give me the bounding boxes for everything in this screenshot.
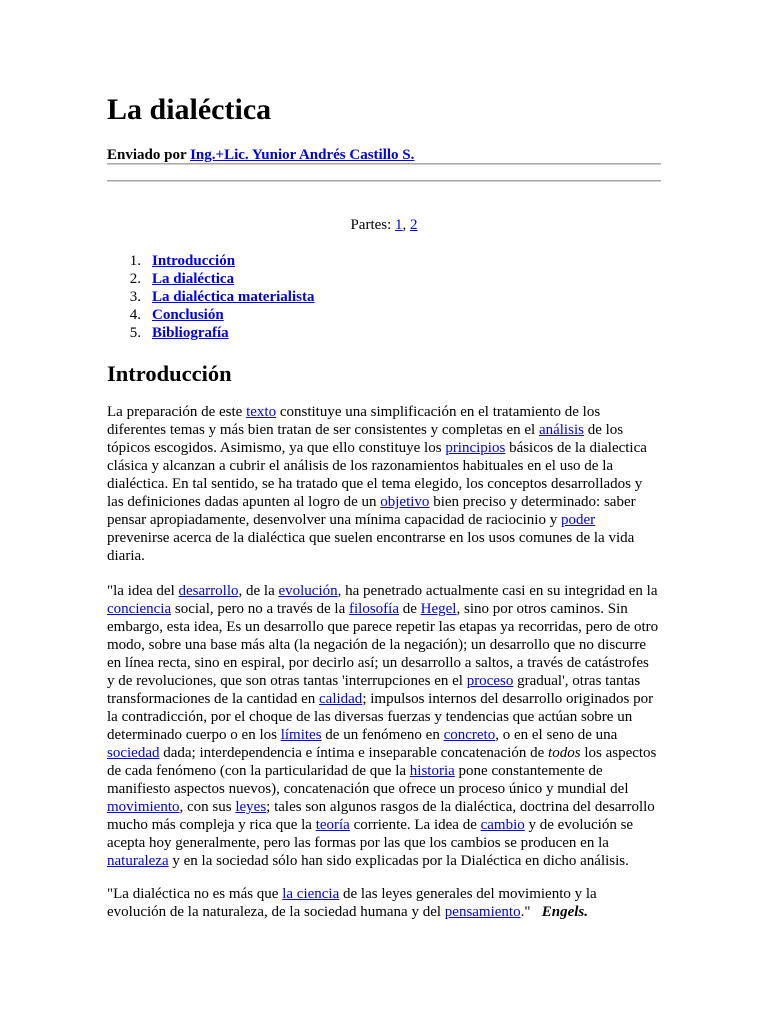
- link-historia[interactable]: historia: [409, 763, 455, 779]
- text-line: [107, 600, 658, 618]
- section-heading: Introducción: [107, 361, 232, 386]
- text-line: [107, 654, 658, 672]
- link-conciencia[interactable]: conciencia: [107, 601, 172, 617]
- text-run: bien preciso y determinado: saber: [429, 494, 636, 510]
- text-run: diaria.: [107, 548, 145, 564]
- text-run: evolución de la naturaleza, de la sociedad humana y del: [107, 904, 445, 920]
- link-sociedad[interactable]: sociedad: [107, 745, 160, 761]
- author-link[interactable]: Ing.+Lic. Yunior Andrés Castillo S.: [190, 147, 415, 163]
- text-run: "la idea del: [107, 583, 179, 599]
- link-proceso[interactable]: proceso: [466, 673, 514, 689]
- link-calidad[interactable]: calidad: [319, 691, 363, 707]
- text-line: [107, 780, 658, 798]
- link-pensamiento[interactable]: pensamiento: [444, 904, 521, 920]
- text-run: pensar apropiadamente, desenvolver una mínima capacidad de raciocinio y: [107, 512, 561, 528]
- text-run: mucho más compleja y rica que la: [107, 817, 316, 833]
- link-concreto[interactable]: concreto: [443, 727, 496, 743]
- text-run: determinado cuerpo o en los: [107, 727, 281, 743]
- text-run: de los: [583, 422, 624, 438]
- text-line: [107, 852, 658, 870]
- text-run: y en la sociedad sólo han sido explicadas por la Dialéctica en dicho análisis.: [168, 853, 629, 869]
- link-limites[interactable]: límites: [280, 727, 322, 743]
- text-run: modo, sobre una base más alta (la negación de la negación); un desarrollo que no discurre: [107, 637, 646, 653]
- text-line: [107, 708, 658, 726]
- text-run: y de revoluciones, que son otras tantas 'interrupciones en el: [107, 673, 467, 689]
- text-run: ; impulsos internos del desarrollo originados por: [362, 691, 654, 707]
- emphasis: todos: [548, 745, 581, 761]
- parts-label: Partes:: [350, 217, 392, 233]
- link-texto[interactable]: texto: [246, 404, 277, 420]
- text-run: La preparación de este: [107, 404, 247, 420]
- text-run: de: [398, 601, 421, 617]
- text-line: [107, 885, 597, 903]
- toc-item: [107, 252, 314, 270]
- text-run: , con sus: [179, 799, 236, 815]
- byline: [107, 146, 414, 164]
- text-run: social, pero no a través de la: [171, 601, 349, 617]
- text-line: [107, 744, 658, 762]
- text-line: [107, 421, 647, 439]
- text-run: , ha penetrado actualmente casi en su integridad en la: [337, 583, 658, 599]
- text-line: [107, 529, 647, 547]
- link-la-ciencia[interactable]: la ciencia: [282, 886, 340, 902]
- text-run: y de evolución se: [524, 817, 634, 833]
- text-run: los aspectos: [580, 745, 657, 761]
- text-run: de un fenómeno en: [321, 727, 444, 743]
- text-run: de cada fenómeno (con la particularidad de que la: [107, 763, 410, 779]
- text-line: [107, 403, 647, 421]
- text-line: [107, 457, 647, 475]
- link-teoria[interactable]: teoría: [315, 817, 350, 833]
- link-evolucion[interactable]: evolución: [278, 583, 338, 599]
- text-run: "La dialéctica no es más que: [107, 886, 283, 902]
- parts-nav: [0, 216, 768, 234]
- text-run: manifiesto aspectos nuevos), concatenación que ofrece un proceso único y mundial del: [107, 781, 629, 797]
- text-run: ; tales son algunos rasgos de la dialéctica, doctrina del desarrollo: [266, 799, 655, 815]
- link-analisis[interactable]: análisis: [538, 422, 584, 438]
- text-line: [107, 762, 658, 780]
- link-principios[interactable]: principios: [445, 440, 506, 456]
- toc-link-bibliografia[interactable]: Bibliografía: [152, 325, 229, 341]
- text-run: dada; interdependencia e íntima e inseparable concatenación de: [159, 745, 549, 761]
- link-leyes[interactable]: leyes: [235, 799, 267, 815]
- text-run: .": [520, 904, 542, 920]
- link-movimiento[interactable]: movimiento: [107, 799, 180, 815]
- link-poder[interactable]: poder: [560, 512, 596, 528]
- toc-link-introduccion[interactable]: Introducción: [152, 253, 236, 269]
- toc-item: [107, 324, 314, 342]
- text-line: [107, 493, 647, 511]
- link-naturaleza[interactable]: naturaleza: [107, 853, 169, 869]
- text-run: , o en el seno de una: [495, 727, 618, 743]
- toc-number: 2.: [129, 271, 141, 287]
- text-line: [107, 582, 658, 600]
- text-line: [107, 475, 647, 493]
- text-run: embargo, esta idea, Es un desarrollo que parece repetir las etapas ya recorridas, pero de otro: [107, 619, 659, 635]
- text-run: prevenirse acerca de la dialéctica que suelen encontrarse en los usos comunes de la vida: [107, 530, 635, 546]
- text-line: [107, 439, 647, 457]
- toc-link-la-dialectica-materialista[interactable]: La dialéctica materialista: [152, 289, 315, 305]
- text-run: dialéctica. En tal sentido, se ha tratado que el tema elegido, los conceptos desarrollados y: [107, 476, 643, 492]
- toc-number: 4.: [129, 307, 141, 323]
- link-cambio[interactable]: cambio: [480, 817, 525, 833]
- intro-paragraph-1: [107, 403, 647, 565]
- text-line: [107, 690, 658, 708]
- divider: [107, 163, 661, 165]
- text-line: [107, 798, 658, 816]
- text-line: [107, 834, 658, 852]
- text-run: , sino por otros caminos. Sin: [456, 601, 628, 617]
- page-title: La dialéctica: [107, 93, 272, 126]
- text-run: básicos de la dialectica: [505, 440, 647, 456]
- intro-paragraph-3: [107, 885, 597, 921]
- toc-item: [107, 306, 314, 324]
- intro-paragraph-2: [107, 582, 658, 870]
- part-link-2[interactable]: 2: [410, 217, 418, 233]
- text-run: de las leyes generales del movimiento y la: [339, 886, 597, 902]
- text-line: [107, 618, 658, 636]
- toc-number: 5.: [129, 325, 141, 341]
- divider: [107, 180, 661, 182]
- text-run: las definiciones dadas apunten al logro de un: [107, 494, 381, 510]
- text-run: , de la: [238, 583, 279, 599]
- text-run: en línea recta, sino en espiral, por decirlo así; un desarrollo a saltos, a través de catástrofes: [107, 655, 649, 671]
- text-run: gradual', otras tantas: [513, 673, 641, 689]
- text-line: [107, 726, 658, 744]
- text-line: [107, 903, 597, 921]
- attribution: Engels.: [541, 904, 588, 920]
- text-line: [107, 672, 658, 690]
- toc-link-la-dialectica[interactable]: La dialéctica: [152, 271, 235, 287]
- toc-number: 1.: [129, 253, 141, 269]
- toc-item: [107, 270, 314, 288]
- toc-number: 3.: [129, 289, 141, 305]
- text-line: [107, 511, 647, 529]
- parts-separator: ,: [402, 217, 407, 233]
- link-filosofia[interactable]: filosofía: [348, 601, 399, 617]
- table-of-contents: [107, 252, 314, 342]
- text-line: [107, 816, 658, 834]
- part-link-1[interactable]: 1: [395, 217, 403, 233]
- text-run: la contradicción, por el choque de las diversas fuerzas y tendencias que actúan sobre un: [107, 709, 633, 725]
- text-run: constituye una simplificación en el tratamiento de los: [276, 404, 601, 420]
- link-objetivo[interactable]: objetivo: [380, 494, 430, 510]
- text-run: pone constantemente de: [454, 763, 603, 779]
- text-run: acepta hoy generalmente, pero las formas por las que los cambios se producen en la: [107, 835, 609, 851]
- link-hegel[interactable]: Hegel: [420, 601, 457, 617]
- text-run: corriente. La idea de: [349, 817, 481, 833]
- text-run: transformaciones de la cantidad en: [107, 691, 319, 707]
- text-line: [107, 636, 658, 654]
- toc-item: [107, 288, 314, 306]
- text-run: diferentes temas y más bien tratan de ser consistentes y completas en el: [107, 422, 539, 438]
- text-run: tópicos escogidos. Asimismo, ya que ello constituye los: [107, 440, 446, 456]
- text-line: [107, 547, 647, 565]
- text-run: clásica y alcanzan a cubrir el análisis de los razonamientos habituales en el uso de la: [107, 458, 614, 474]
- toc-link-conclusion[interactable]: Conclusión: [152, 307, 224, 323]
- byline-prefix: Enviado por: [107, 147, 187, 163]
- link-desarrollo[interactable]: desarrollo: [178, 583, 239, 599]
